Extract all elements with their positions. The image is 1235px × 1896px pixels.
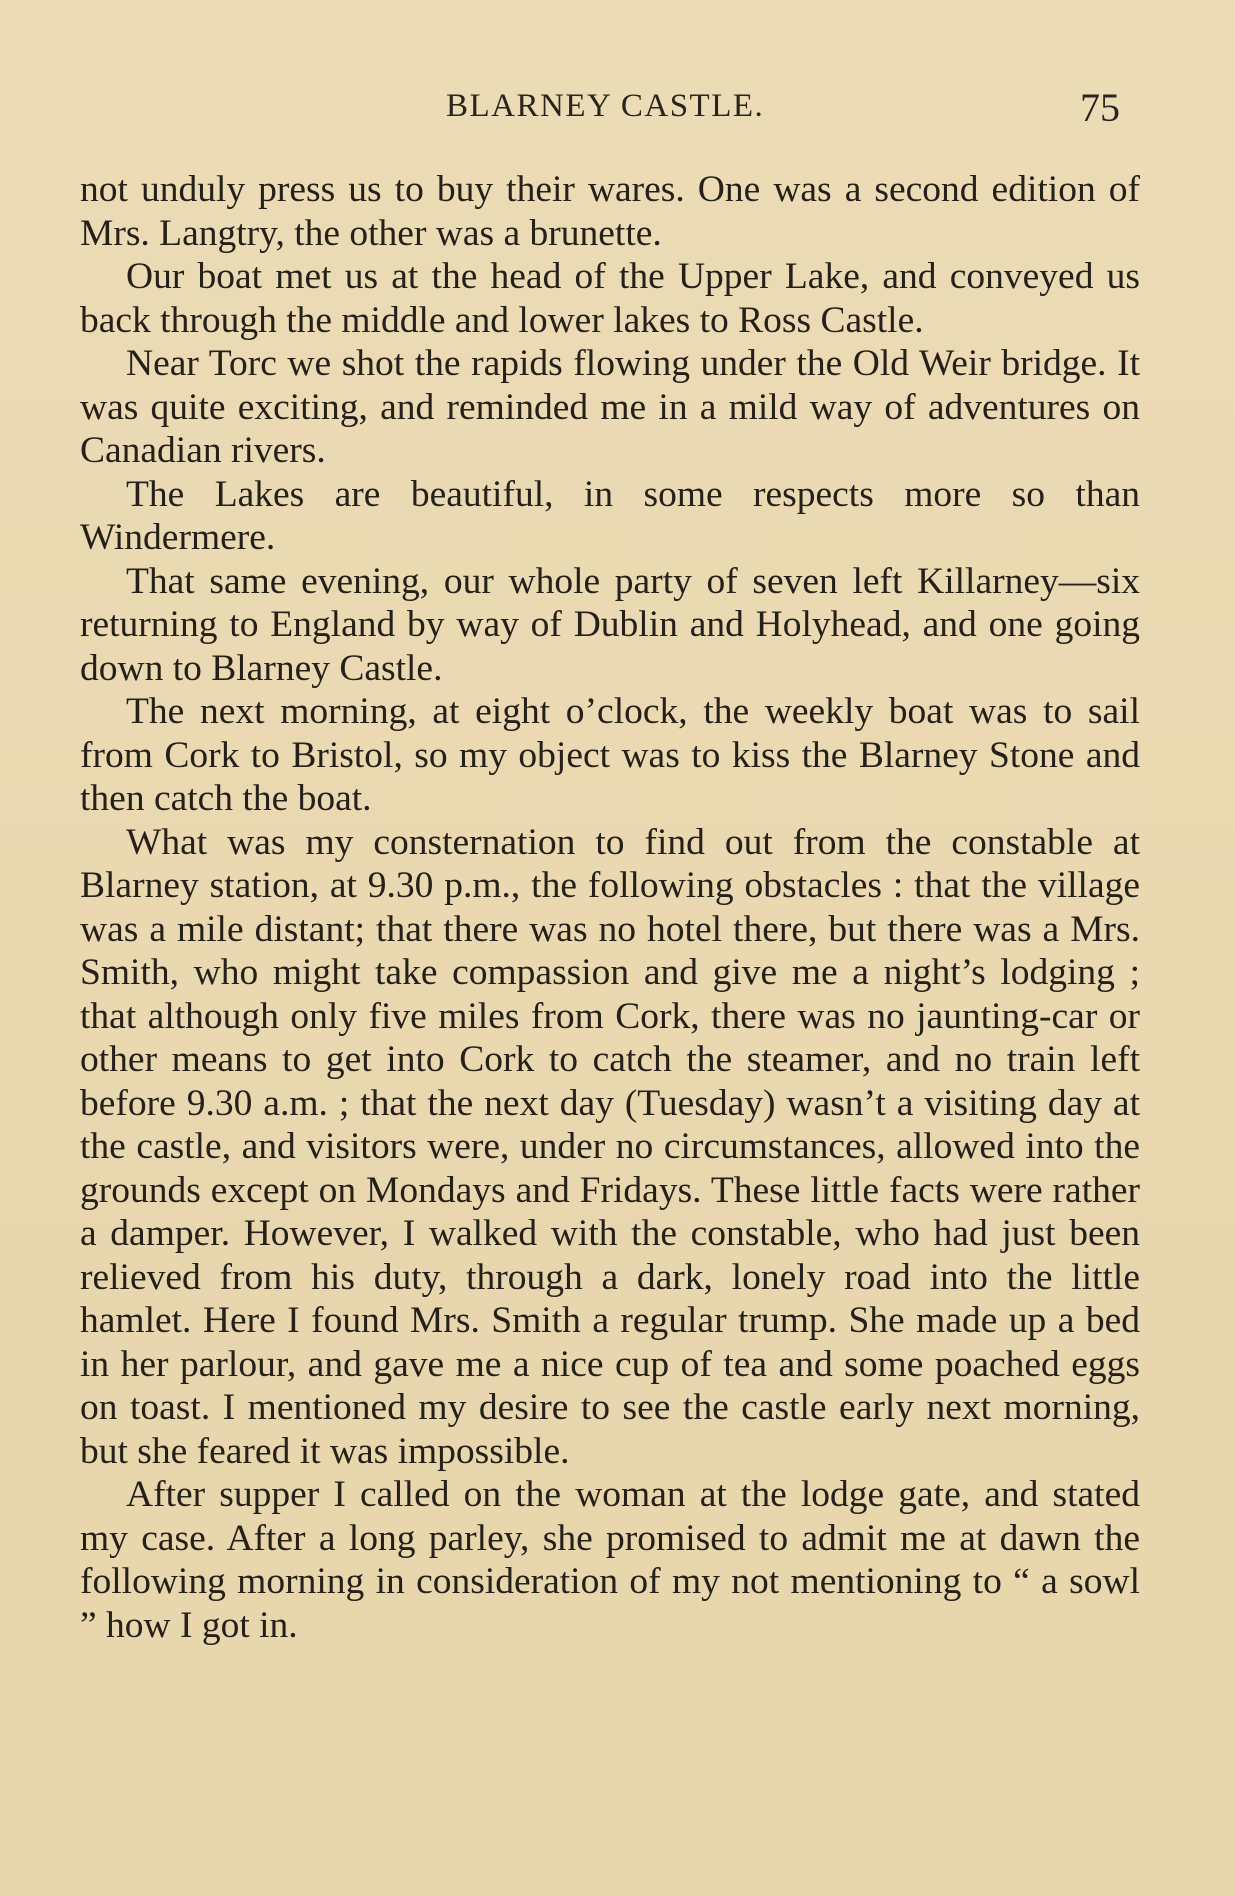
running-head (0, 84, 1235, 134)
paragraph: What was my consternation to find out from the constable at Blarney station, at 9.30 p.m., the following obstacles : that the village was a mile distant; that there was no hotel there, but there was a Mrs. Smith, who might take compassion and give me a night’s lodging ; that although only five miles from Cork, there was no jaunting-car or other means to get into Cork to catch the steamer, and no train left before 9.30 a.m. ; that the next day (Tuesday) wasn’t a visiting day at the castle, and visitors were, under no circumstances, allowed into the grounds except on Mondays and Fridays. These little facts were rather a damper. However, I walked with the constable, who had just been relieved from his duty, through a dark, lonely road into the little hamlet. Here I found Mrs. Smith a regular trump. She made up a bed in her parlour, and gave me a nice cup of tea and some poached eggs on toast. I mentioned my desire to see the castle early next morning, but she feared it was impossible. (80, 821, 1140, 1472)
body-text (80, 168, 1140, 1647)
paragraph: The next morning, at eight o’clock, the weekly boat was to sail from Cork to Bristol, so my object was to kiss the Blarney Stone and then catch the boat. (80, 691, 1140, 819)
page-number: 75 (1080, 85, 1120, 130)
paragraph: Near Torc we shot the rapids flowing under the Old Weir bridge. It was quite exciting, and reminded me in a mild way of adventures on Canadian rivers. (80, 343, 1140, 471)
paragraph: not unduly press us to buy their wares. One was a second edition of Mrs. Langtry, the other was a brunette. (80, 169, 1140, 254)
paragraph: Our boat met us at the head of the Upper Lake, and conveyed us back through the middle and lower lakes to Ross Castle. (80, 256, 1140, 341)
paragraph: After supper I called on the woman at the lodge gate, and stated my case. After a long parley, she promised to admit me at dawn the following morning in consideration of my not mentioning to “ a sowl ” how I got in. (80, 1474, 1140, 1646)
paragraph: The Lakes are beautiful, in some respects more so than Windermere. (80, 473, 1140, 558)
running-title: BLARNEY CASTLE. (446, 88, 765, 124)
paragraph: That same evening, our whole party of seven left Killarney—six returning to England by way of Dublin and Holyhead, and one going down to Blarney Castle. (80, 560, 1140, 689)
